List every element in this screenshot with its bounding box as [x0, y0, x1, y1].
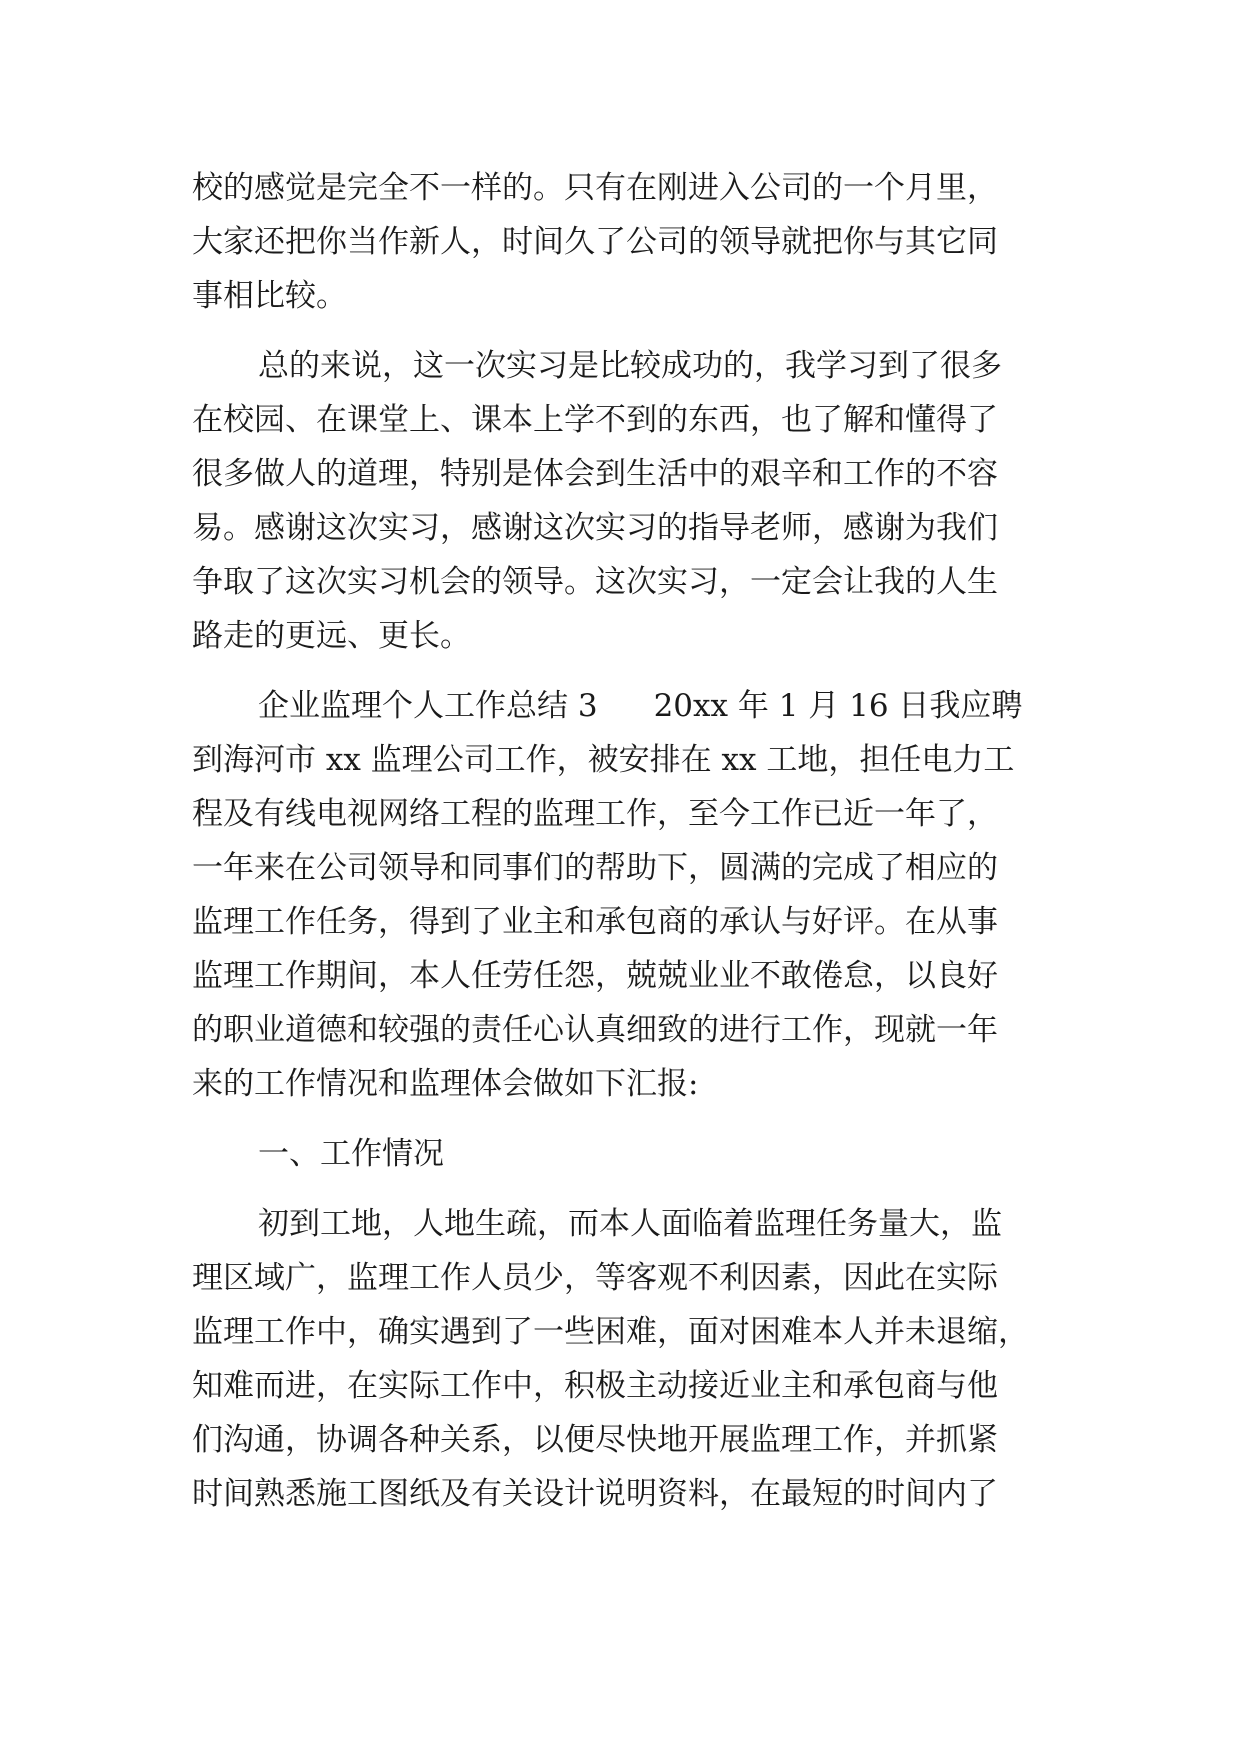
text-line: 争取了这次实习机会的领导。这次实习，一定会让我的人生 [192, 564, 998, 600]
text-line: 程及有线电视网络工程的监理工作，至今工作已近一年了， [192, 796, 998, 832]
section-intro: 20xx 年 1 月 16 日我应聘 [653, 688, 1023, 724]
paragraph-first-line: 初到工地，人地生疏，而本人面临着监理任务量大，监 [258, 1206, 1002, 1242]
section-title-line [258, 686, 1022, 726]
text-line: 路走的更远、更长。 [192, 618, 471, 654]
text-line: 易。感谢这次实习，感谢这次实习的指导老师，感谢为我们 [192, 510, 998, 546]
text-line: 大家还把你当作新人，时间久了公司的领导就把你与其它同 [192, 224, 998, 260]
text-line: 们沟通，协调各种关系，以便尽快地开展监理工作，并抓紧 [192, 1422, 998, 1458]
text-line: 校的感觉是完全不一样的。只有在刚进入公司的一个月里， [192, 170, 998, 206]
text-line: 时间熟悉施工图纸及有关设计说明资料，在最短的时间内了 [192, 1476, 998, 1512]
text-line: 在校园、在课堂上、课本上学不到的东西，也了解和懂得了 [192, 402, 998, 438]
text-line: 监理工作期间，本人任劳任怨，兢兢业业不敢倦怠，以良好 [192, 958, 998, 994]
text-line: 很多做人的道理，特别是体会到生活中的艰辛和工作的不容 [192, 456, 998, 492]
text-line: 来的工作情况和监理体会做如下汇报: [192, 1066, 699, 1102]
text-line: 知难而进，在实际工作中，积极主动接近业主和承包商与他 [192, 1368, 998, 1404]
paragraph-first-line: 总的来说，这一次实习是比较成功的，我学习到了很多 [258, 348, 1002, 384]
text-line: 理区域广，监理工作人员少，等客观不利因素，因此在实际 [192, 1260, 998, 1296]
text-line: 的职业道德和较强的责任心认真细致的进行工作，现就一年 [192, 1012, 998, 1048]
text-line: 一年来在公司领导和同事们的帮助下，圆满的完成了相应的 [192, 850, 998, 886]
subheading: 一、工作情况 [258, 1136, 444, 1172]
text-line: 监理工作任务，得到了业主和承包商的承认与好评。在从事 [192, 904, 998, 940]
text-line: 监理工作中，确实遇到了一些困难，面对困难本人并未退缩， [192, 1314, 1029, 1350]
text-line: 事相比较。 [192, 278, 347, 314]
text-line: 到海河市 xx 监理公司工作，被安排在 xx 工地，担任电力工 [192, 742, 1015, 778]
section-title: 企业监理个人工作总结 3 [258, 688, 598, 724]
